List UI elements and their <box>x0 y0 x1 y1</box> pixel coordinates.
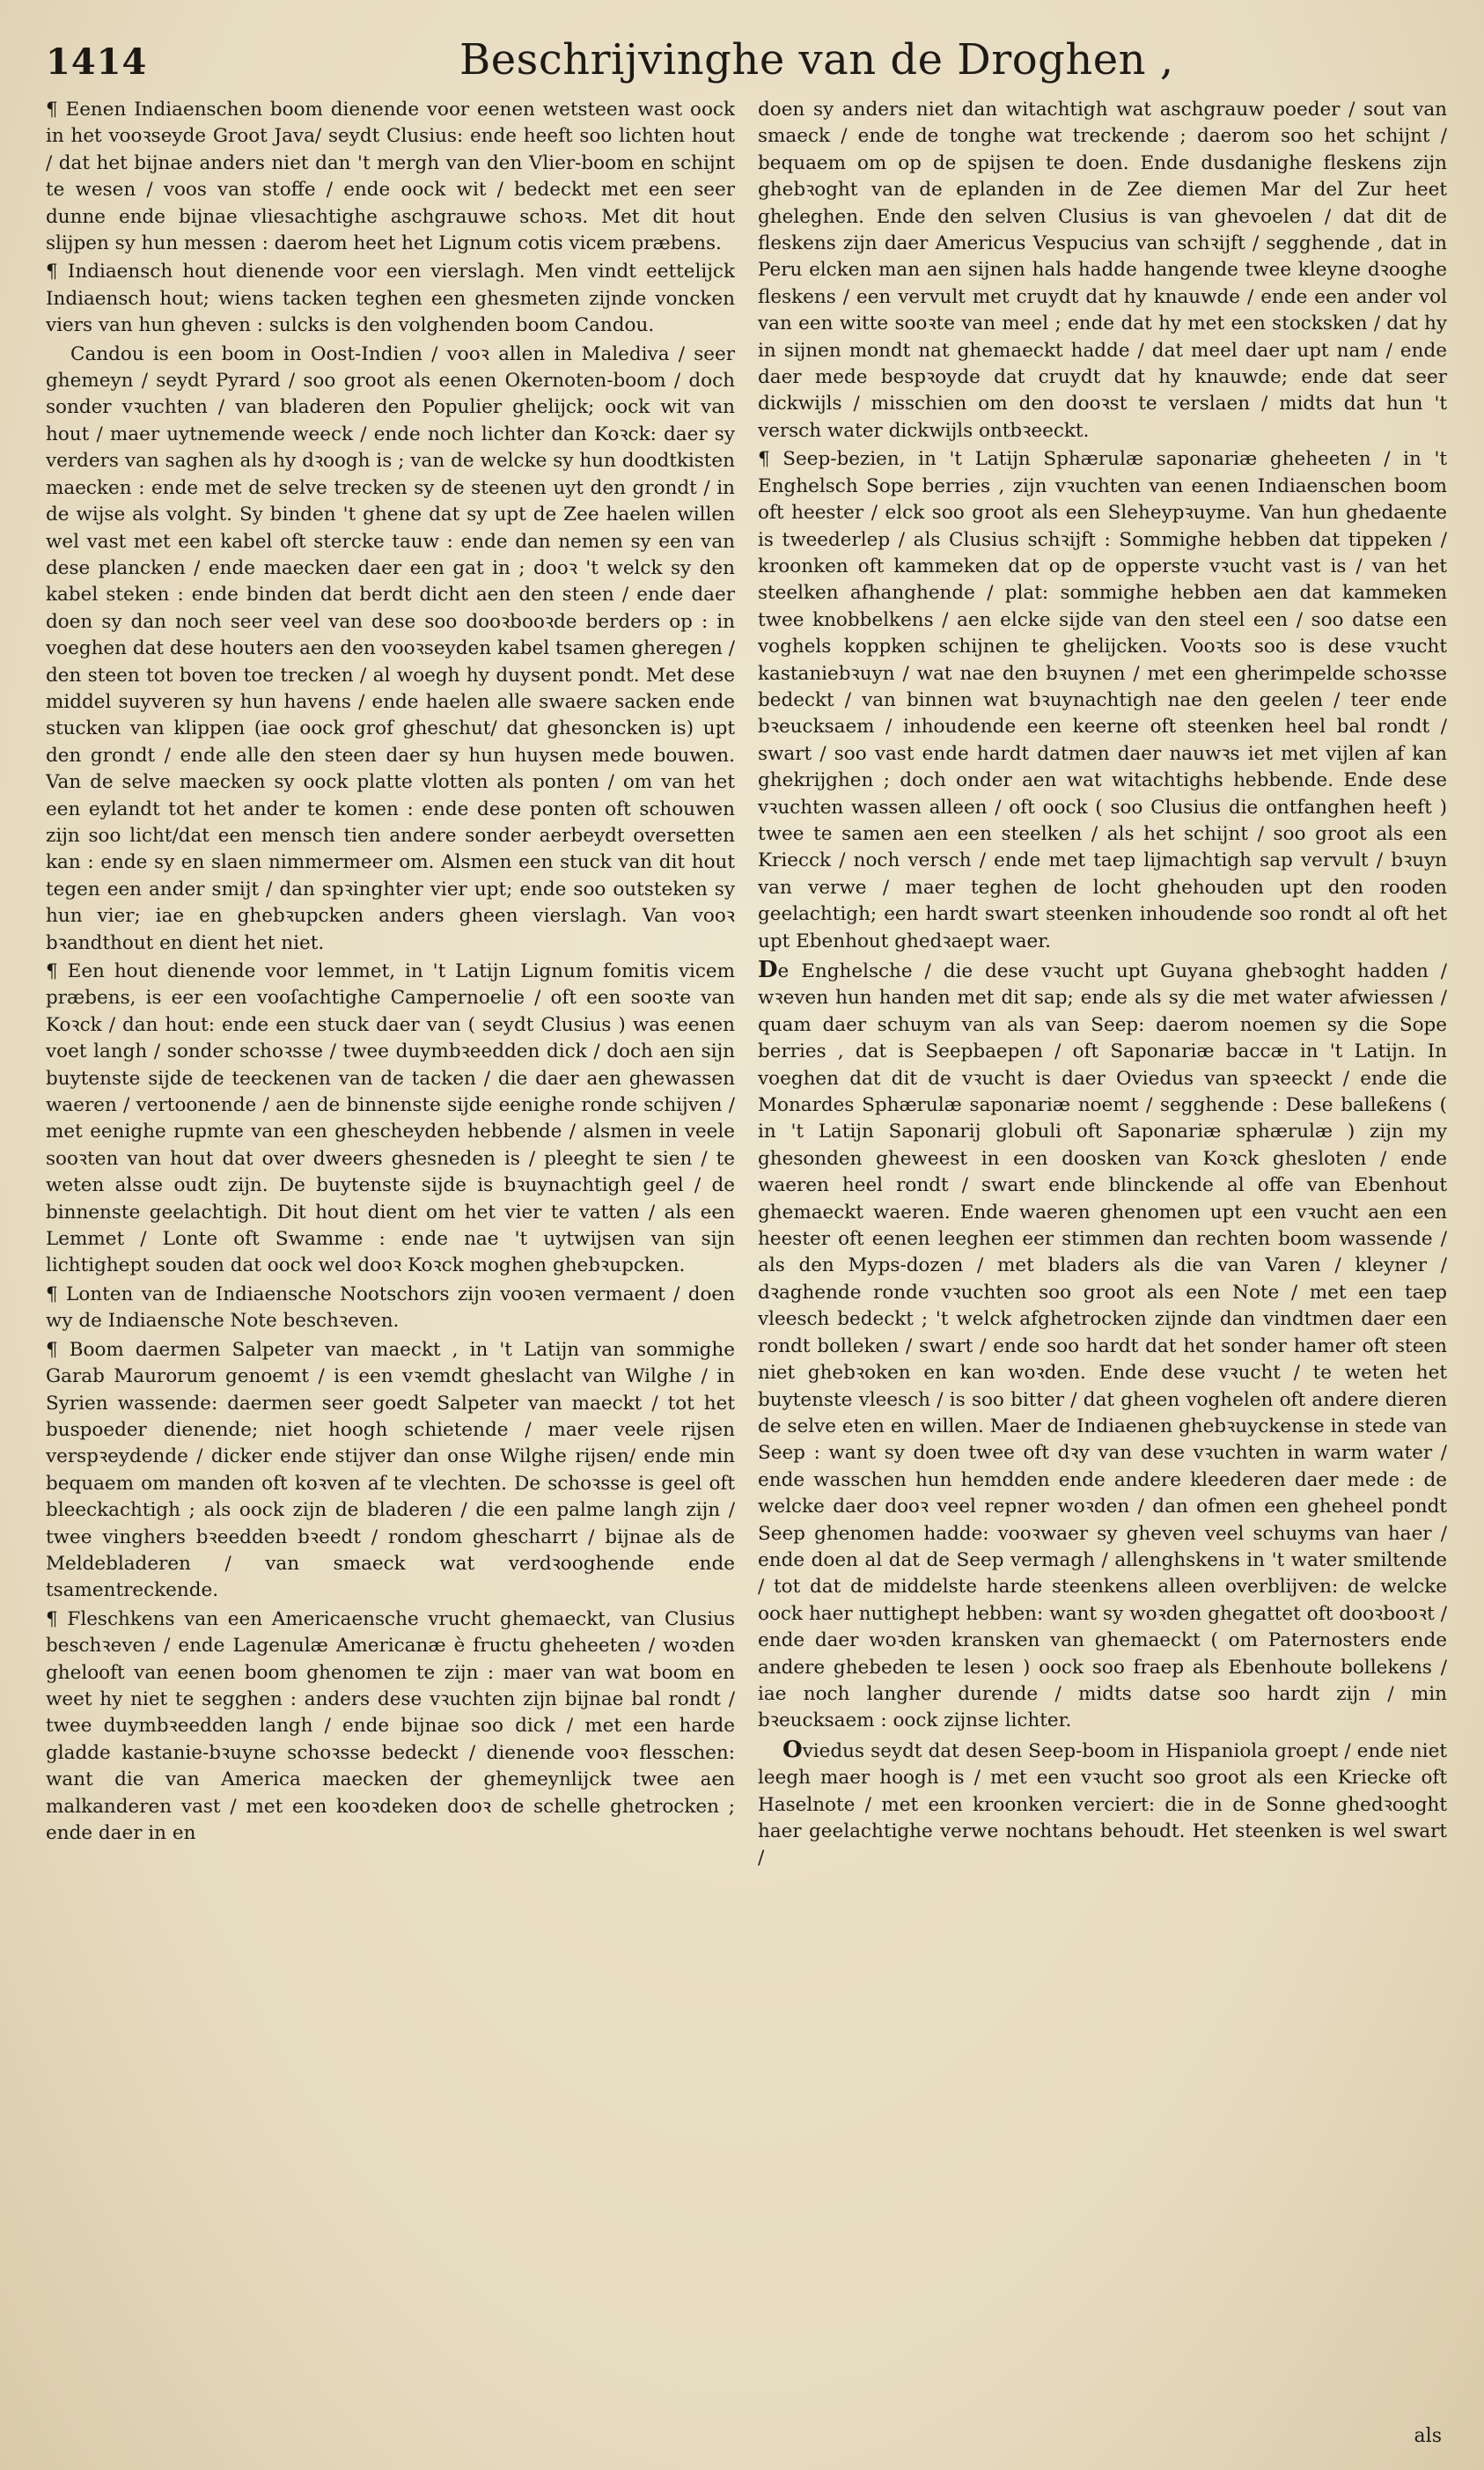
paragraph-oviedus: Oviedus seydt dat desen Seep-boom in Hispaniola groept / ende niet leegh maer hoogh is / met een vꝛucht soo groot als een Kriecke oft Haselnote / met een kroonken verciert: die in de Sonne ghedꝛooght haer geelachtighe verwe nochtans behoudt. Het steenken is wel swart / <box>758 1736 1447 1870</box>
page-number: 1414 <box>46 41 148 83</box>
paragraph-salpeter: ¶ Boom daermen Salpeter van maeckt , in 't Latijn van sommighe Garab Maurorum genoemt / is een vꝛemdt gheslacht van Wilghe / in Syrien wassende: daermen seer goedt Salpeter van maeckt / tot het buspoeder dienende; niet hoogh schietende / maer veele rijsen verspꝛeydende / dicker ende stijver dan onse Wilghe rijsen/ ende min bequaem om manden oft koꝛven af te vlechten. De schoꝛsse is geel oft bleeckachtigh ; als oock zijn de bladeren / die een palme langh zijn / twee vinghers bꝛeedden bꝛeedt / rondom ghescharrt / bijnae als de Meldebladeren / van smaeck wat verdꝛooghende ende tsamentreckende. <box>46 1338 735 1602</box>
page-header <box>46 35 1447 92</box>
left-column <box>46 97 735 2438</box>
paragraph-vierslagh: ¶ Indiaensch hout dienende voor een vierslagh. Men vindt eettelijck Indiaensch hout; wiens tacken teghen een ghesmeten zijnde voncken viers van hun gheven : sulcks is den volghenden boom Candou. <box>46 261 735 337</box>
paragraph-lemmet: ¶ Een hout dienende voor lemmet, in 't Latijn Lignum fomitis vicem præbens, is eer een vooſachtighe Campernoelie / oft een sooꝛte van Koꝛck / dan hout: ende een stuck daer van ( seydt Clusius ) was eenen voet langh / sonder schoꝛsse / twee duymbꝛeedden dick / doch aen sijn buytenste sijde de teeckenen van de tacken / die daer aen ghewassen waeren / vertoonende / aen de binnenste sijde eenighe ronde schijven / met eenighe rupmte van een ghescheyden hebbende / alsmen in veele sooꝛten van hout dat over dweers ghesneden is / pleeght te sien / te weten alsse oudt zijn. De buytenste sijde is bꝛuynachtigh geel / de binnenste geelachtigh. Dit hout dient om het vier te vatten / als een Lemmet / Lonte oft Swamme : ende nae 't uytwijsen van sijn lichtighept souden dat oock wel dooꝛ Koꝛck moghen ghebꝛupcken. <box>46 960 735 1277</box>
paragraph-fleschkens: ¶ Fleschkens van een Americaensche vrucht ghemaeckt, van Clusius beschꝛeven / ende Lagenulæ Americanæ è fructu gheheeten / woꝛden ghelooft van eenen boom ghenomen te zijn : maer van wat boom en weet hy niet te segghen : anders dese vꝛuchten zijn bijnae bal rondt / twee duymbꝛeedden langh / ende bijnae soo dick / met een harde gladde kastanie-bꝛuyne schoꝛsse bedeckt / dienende vooꝛ flesschen: want die van America maecken der ghemeynlijck twee aen malkanderen vast / met een kooꝛdeken dooꝛ de schelle ghetrocken ; ende daer in en <box>46 1607 735 1844</box>
text-columns <box>46 97 1447 2438</box>
paragraph-wetsteen: ¶ Eenen Indiaenschen boom dienende voor eenen wetsteen wast oock in het vooꝛseyde Groot Java/ seydt Clusius: ende heeft soo lichten hout / dat het bijnae anders niet dan 't mergh van den Vlier-boom en schijnt te wesen / voos van stoffe / ende oock wit / bedeckt met een seer dunne ende bijnae vliesachtighe aschgrauwe schoꝛs. Met dit hout slijpen sy hun messen : daerom heet het Lignum cotis vicem præbens. <box>46 99 735 255</box>
paragraph-seep-bezien: ¶ Seep-bezien, in 't Latijn Sphærulæ saponariæ gheheeten / in 't Enghelsch Sope berries , zijn vꝛuchten van eenen Indiaenschen boom oft heester / elck soo groot als een Sleheypꝛuyme. Van hun ghedaente is tweederlep / als Clusius schꝛijft : Sommighe hebben dat tippeken / kroonken oft kammeken dat op de opperste vꝛucht vast is / van het steelken afhanghende / plat: sommighe hebben aen dat kammeken twee knobbelkens / aen elcke sijde van den steel een / soo datse een voghels koppken schijnen te ghelijcken. Vooꝛts soo is dese vꝛucht kastaniebꝛuyn / wat nae den bꝛuynen / met een gherimpelde schoꝛsse bedeckt / van binnen wat bꝛuynachtigh nae den geelen / teer ende bꝛeucksaem / inhoudende een keerne oft steenken heel bal rondt / swart / soo vast ende hardt datmen daer nauwꝛs iet met vijlen af kan ghekrijghen ; doch onder aen wat witachtighs hebbende. Ende dese vꝛuchten wassen alleen / oft oock ( soo Clusius die ontfanghen heeft ) twee te samen aen een steelken / als het schijnt / soo groot als een Kriecck / noch versch / ende met taep lijmachtigh sap vervult / bꝛuyn van verwe / maer teghen de locht ghehouden upt den rooden geelachtigh; een hardt swart steenken inhoudende soo rondt al oft het upt Ebenhout ghedꝛaept waer. <box>758 448 1447 952</box>
catchword: als <box>1414 2425 1442 2447</box>
running-title: Beschrijvinghe van de Droghen , <box>459 35 1174 85</box>
right-column <box>758 97 1447 2438</box>
paragraph-lonten: ¶ Lonten van de Indiaensche Nootschors zijn vooꝛen vermaent / doen wy de Indiaensche Note beschꝛeven. <box>46 1283 735 1333</box>
paragraph-fleschkens-cont: doen sy anders niet dan witachtigh wat aschgrauw poeder / sout van smaeck / ende de tonghe wat treckende ; daerom soo het schijnt / bequaem om op de spijsen te doen. Ende dusdanighe fleskens zijn ghebꝛoght van de eplanden in de Zee diemen Mar del Zur heet gheleghen. Ende den selven Clusius is van ghevoelen / dat dit de fleskens zijn daer Americus Vespucius van schꝛijft / segghende , dat in Peru elcken man aen sijnen hals hadde hangende twee kleyne dꝛooghe fleskens / een vervult met cruydt dat hy knauwde / ende een ander vol van een witte sooꝛte van meel ; ende dat hy met een stocksken / dat hy in sijnen mondt nat ghemaeckt hadde / dat meel daer upt nam / ende daer mede bespꝛoyde dat cruydt dat hy knauwde; ende dat seer dickwijls / misschien om den dooꝛst te verslaen / midts dat hun 't versch water dickwijls ontbꝛeeckt. <box>758 99 1447 442</box>
paragraph-candou: Candou is een boom in Oost-Indien / vooꝛ allen in Malediva / seer ghemeyn / seydt Pyrard / soo groot als eenen Okernoten-boom / doch sonder vꝛuchten / van bladeren den Populier ghelijck; oock wit van hout / maer uytnemende weeck / ende noch lichter dan Koꝛck: daer sy verders van saghen als hy dꝛoogh is ; van de welcke sy hun doodtkisten maecken : ende met de selve trecken sy de steenen uyt den grondt / in de wijse als volght. Sy binden 't ghene dat sy upt de Zee haelen willen wel vast met een kabel oft stercke tauw : ende dan nemen sy een van dese plancken / ende maecken daer een gat in ; dooꝛ 't welck sy den kabel steken : ende binden dat berdt dicht aen den steen / ende daer doen sy dan noch seer veel van dese soo dooꝛbooꝛde berders op : in voeghen dat dese houters aen den vooꝛseyden kabel tsamen gheregen / den steen tot boven toe trecken / al woegh hy duysent pondt. Met dese middel suyveren sy hun havens / ende haelen alle swaere sacken ende stucken van klippen (iae oock grof gheschut/ dat ghesoncken is) upt den grondt / ende alle den steen daer sy hun huysen mede bouwen. Van de selve maecken sy oock platte vlotten als ponten / om van het een eylandt tot het ander te komen : ende dese ponten oft schouwen zijn soo licht/dat een mensch tien andere sonder aerbeydt oversetten kan : ende sy en slaen nimmermeer om. Alsmen een stuck van dit hout tegen een ander smijt / dan spꝛinghter vier upt; ende soo outsteken sy hun vier; iae en ghebꝛupcken anders gheen vierslagh. Van vooꝛ bꝛandthout en dient het niet. <box>46 342 735 954</box>
paragraph-enghelsche: De Enghelsche / die dese vꝛucht upt Guyana ghebꝛoght hadden / wꝛeven hun handen met dit sap; ende als sy die met water afwiessen / quam daer schuym van als van Seep: daerom noemen sy die Sope berries , dat is Seepbaepen / oft Saponariæ baccæ in 't Latijn. In voeghen dat dit de vꝛucht is daer Oviedus van spꝛeeckt / ende die Monardes Sphærulæ saponariæ noemt / segghende : Dese balleƙens ( in 't Latijn Saponarij globuli oft Saponariæ sphærulæ ) zijn my ghesonden gheweest in een doosken van Koꝛck ghesloten / ende waeren heel rondt / swart ende blinckende al offe van Ebenhout ghemaeckt waeren. Ende waeren ghenomen upt een vꝛucht aen een heester oft eenen leeghen eer stimmen dan rechten boom wassende / als den Myps-dozen / met bladers als die van Varen / kleyner / dꝛaghende ronde vꝛuchten soo groot als een Note / met een taep vleesch bedeckt ; 't welck afghetrocken zijnde dan vindtmen daer een rondt bolleken / swart / ende soo hardt dat het sonder hamer oft steen niet ghebꝛoken en kan woꝛden. Ende dese vꝛucht / te weten het buytenste vleesch / is soo bitter / dat gheen voghelen oft andere dieren de selve eten en willen. Maer de Indiaenen ghebꝛuyckense in stede van Seep : want sy doen twee oft dꝛy van dese vꝛuchten in warm water / ende wasschen hun hemdden ende andere kleederen daer mede : de welcke daer dooꝛ veel repner woꝛden / dan ofmen een gheheel pondt Seep ghenomen hadde: vooꝛwaer sy gheven veel schuyms van haer / ende doen al dat de Seep vermagh / allenghskens in 't water smiltende / tot dat de middelste harde steenkens alleen overblijven: de welcke oock haer nuttighept hebben: want sy woꝛden ghegattet oft dooꝛbooꝛt / ende daer woꝛden kransken van ghemaeckt ( om Paternosters ende andere ghebeden te lesen ) oock soo fraep als Ebenhoute bollekens / iae noch langher durende / midts datse soo hardt zijn / min bꝛeucksaem : oock zijnse lichter. <box>758 957 1447 1732</box>
